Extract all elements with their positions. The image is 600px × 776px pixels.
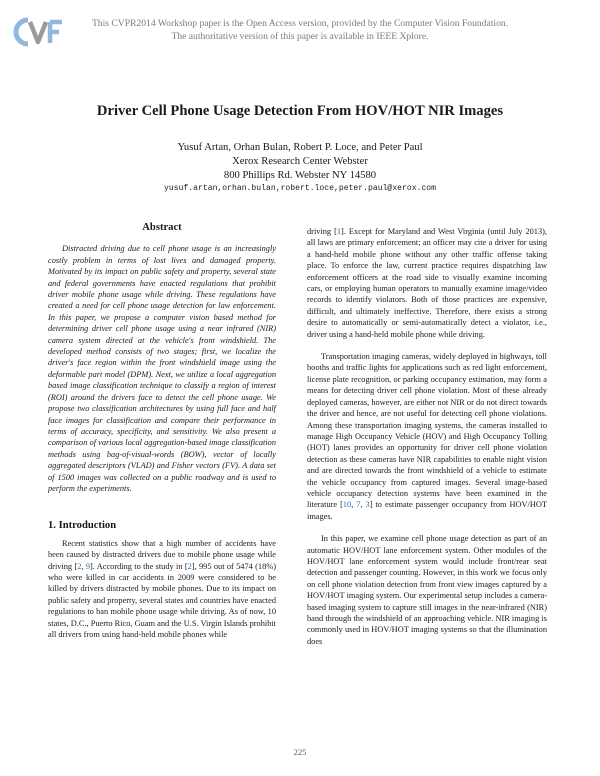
banner-text (90, 17, 510, 43)
page-number: 225 (293, 747, 307, 757)
banner-line-2: The authoritative version of this paper is available in IEEE Xplore. (171, 31, 429, 42)
author-emails: yusuf.artan,orhan.bulan,robert.loce,peter.paul@xerox.com (164, 184, 436, 193)
citation-link[interactable]: 10 (342, 500, 352, 510)
text-run: ]. Except for Maryland and West Virginia (until July 2013), all laws are primary enforcement; an officer may cite a driver for using a hand-held mobile phone without any other traffic offense taking place. To enforce the law, current practice requires dispatching law enforcement officers at the road side to visually examine incoming cars, or employing human operators to manually examine image/video records to identify violators. Both of those practices are expensive, difficult, and ultimately ineffective. Therefore, there exists a strong desire to automatically or semi-automatically detect a violator, i.e., driver using a hand-held mobile phone while driving. (307, 227, 548, 339)
section-heading-introduction: 1. Introduction (48, 520, 117, 532)
author-block (0, 141, 600, 183)
text-run: , (360, 500, 366, 510)
citation-link[interactable]: 9 (85, 561, 90, 571)
right-paragraph-2 (307, 351, 547, 522)
right-column (307, 226, 547, 647)
right-paragraph-1 (307, 226, 547, 340)
citation-link[interactable]: 2 (187, 561, 192, 571)
author-names: Yusuf Artan, Orhan Bulan, Robert P. Loce, and Peter Paul (177, 142, 423, 153)
citation-link[interactable]: 1 (336, 227, 342, 236)
text-run: Transportation imaging cameras, widely deployed in highways, toll booths and traffic lights for applications such as red light enforcement, license plate recognition, or parking occupancy estimation, may form a means for detecting driver cell phone violation. Most of these already deployed cameras, however, are either not NIR or do not direct towards the driver and hence, are not useful for detecting cell phone violations. Among these transportation imaging systems, the cameras installed to manage High Occupancy Vehicle (HOV) and High Occupancy Tolling (HOT) lanes provides an opportunity for driver cell phone violation detection as these cameras have NIR capabilities to enable night vision and are directed towards the front windshield of a vehicle to estimate the vehicle occupancy from captured images. Several image-based vehicle occupancy detection systems have been examined in the literature [ (307, 352, 547, 510)
text-run: , (351, 500, 357, 510)
open-access-banner (0, 14, 600, 54)
cvf-logo (10, 14, 70, 50)
left-column (48, 222, 276, 640)
banner-line-1: This CVPR2014 Workshop paper is the Open Access version, provided by the Computer Vision Foundation. (91, 18, 509, 29)
citation-link[interactable]: 3 (365, 500, 370, 510)
intro-paragraph-1 (48, 538, 276, 641)
address: 800 Phillips Rd. Webster NY 14580 (223, 170, 377, 181)
text-run: driving [ (307, 227, 337, 236)
paper-title: Driver Cell Phone Usage Detection From HOV/HOT NIR Images (96, 103, 504, 119)
text-run: ]. According to the study in [ (89, 561, 188, 571)
abstract-heading: Abstract (142, 222, 182, 233)
right-paragraph-3: In this paper, we examine cell phone usage detection as part of an automatic HOV/HOT lane enforcement system. Other modules of the HOV/HOT lane enforcement system would include front/rear seat detection and passenger counting. However, in this work we focus only on cell phone violation detection from front view images captured by a HOV/HOT imaging system. Our experimental setup includes a camera-based imaging system to capture still images in the near-infrared (NIR) band through the windshield of an approaching vehicle. NIR imaging is commonly used in HOV/HOT imaging systems so that the illumination does (307, 534, 547, 646)
citation-link[interactable]: 7 (356, 500, 361, 510)
text-run: Recent statistics show that a high number of accidents have been caused by distracted drivers due to mobile phone usage while driving [ (48, 538, 276, 571)
text-run: , (81, 561, 86, 571)
text-run: ] to estimate passenger occupancy from HOV/HOT images. (307, 500, 548, 521)
abstract-body: Distracted driving due to cell phone usage is an increasingly costly problem in terms of lost lives and damaged property. Motivated by its impact on public safety and property, several state and federal governments have enacted regulations that prohibit driver mobile phone usage while driving. These regulations have created a need for cell phone usage detection for law enforcement. In this paper, we propose a computer vision based method for determining driver cell phone usage using a near infrared (NIR) camera system directed at the vehicle's front windshield. The developed method consists of two stages; first, we localize the driver's face region within the front windshield image using the deformable part model (DPM). Next, we utilize a local aggregation based image classification technique to classify a region of interest (ROI) around the drivers face to detect the cell phone usage. We propose two classification architectures by using full face and half face images for classification and compare their performance in terms of accuracy, specificity, and sensitivity. We also present a comparison of various local aggregation-based image classification methods using bag-of-visual-words (BOW), vector of locally aggregated descriptors (VLAD) and Fisher vectors (FV). A data set of 1500 images was collected on a public roadway and is used to perform the experiments. (48, 244, 276, 493)
citation-link[interactable]: 2 (77, 561, 82, 571)
text-run: ], 995 out of 5474 (18%) who were killed in car accidents in 2009 were considered to be killed by drivers distracted by mobile phones. Due to its impact on public safety and property, several states and countries have enacted regulations to ban mobile phone usage while driving. As of now, 10 states, D.C., Puerto Rico, Guam and the U.S. Virgin Islands prohibit all drivers from using hand-held mobile phones while (48, 561, 277, 639)
affiliation: Xerox Research Center Webster (232, 156, 368, 167)
